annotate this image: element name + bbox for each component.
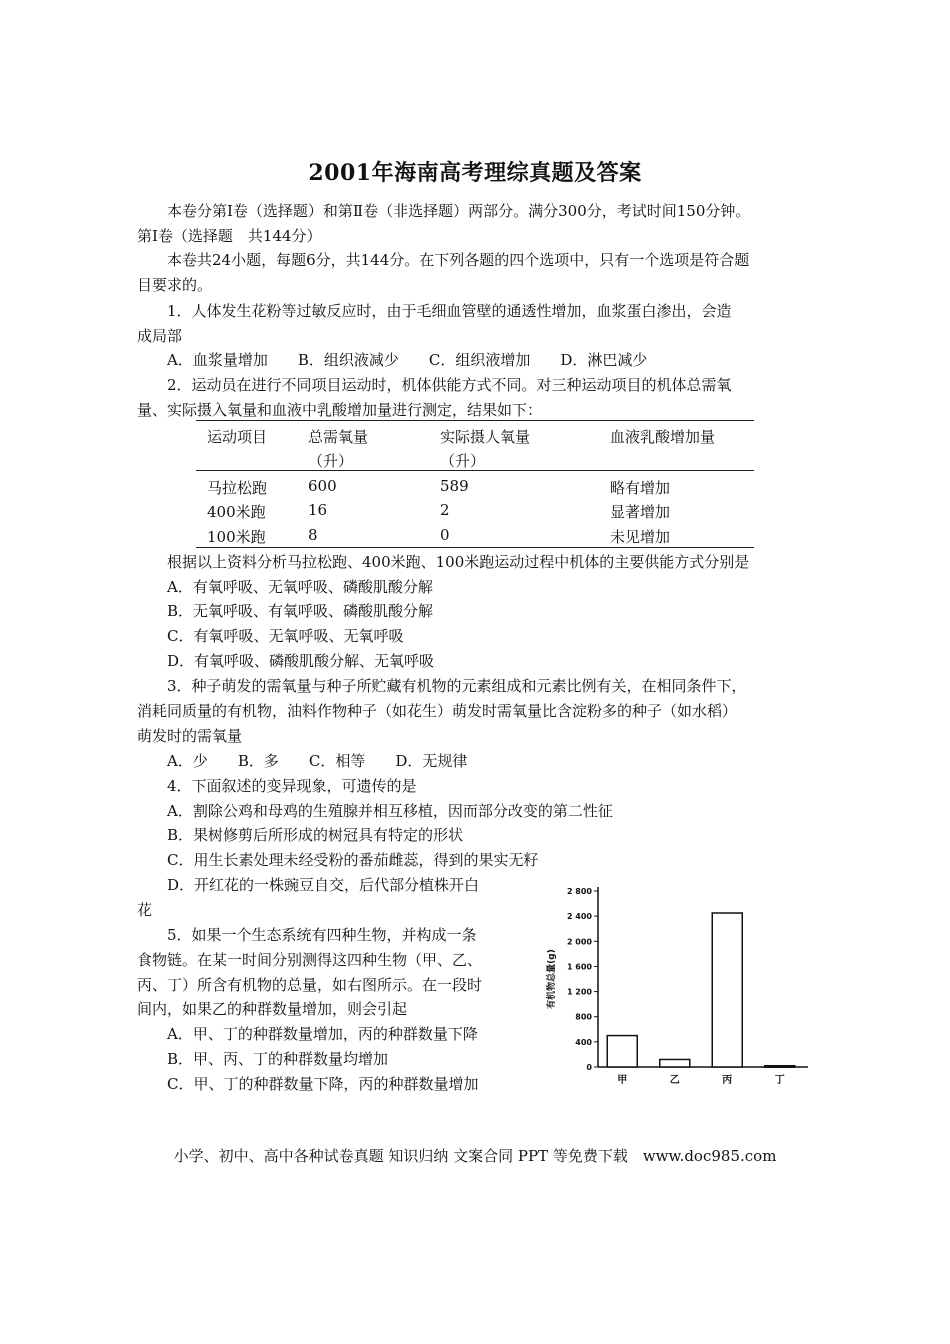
x-tick-label: 甲 <box>617 1075 628 1086</box>
q5-stem-b: 食物链。在某一时间分别测得这四种生物（甲、乙、 <box>137 951 483 969</box>
table-cell: 未见增加 <box>610 528 671 546</box>
q4-stem: 4．下面叙述的变异现象，可遗传的是 <box>167 777 417 795</box>
q4-option-b: B．果树修剪后所形成的树冠具有特定的形状 <box>167 826 464 844</box>
table-header-unit-total: （升） <box>308 452 354 470</box>
q5-stem-c: 丙、丁）所含有机物的总量，如右图所示。在一段时 <box>137 976 483 994</box>
y-tick-label: 1 600 <box>566 962 592 972</box>
q5-option-a: A．甲、丁的种群数量增加，丙的种群数量下降 <box>167 1025 478 1043</box>
y-axis-label: 有机物总量(g) <box>547 949 557 1009</box>
q5-stem-d: 间内，如果乙的种群数量增加，则会引起 <box>137 1000 408 1018</box>
q4-option-c: C．用生长素处理未经受粉的番茄雌蕊，得到的果实无籽 <box>167 851 539 869</box>
page-footer: 小学、初中、高中各种试卷真题 知识归纳 文案合同 PPT 等免费下载 www.doc985.com <box>173 1147 777 1165</box>
q3-stem-c: 萌发时的需氧量 <box>137 727 243 745</box>
q3-options: A．少 B．多 C．相等 D．无规律 <box>167 752 468 770</box>
intro-line-2a: 本卷共24小题，每题6分，共144分。在下列各题的四个选项中，只有一个选项是符合题 <box>167 251 750 269</box>
q5-option-b: B．甲、丙、丁的种群数量均增加 <box>167 1050 389 1068</box>
table-cell: 0 <box>440 526 450 544</box>
q2-option-b: B．无氧呼吸、有氧呼吸、磷酸肌酸分解 <box>167 602 434 620</box>
table-header-lactic-acid: 血液乳酸增加量 <box>610 428 716 446</box>
q3-stem-b: 消耗同质量的有机物，油料作物种子（如花生）萌发时需氧量比含淀粉多的种子（如水稻） <box>137 702 738 720</box>
table-cell: 8 <box>308 526 318 544</box>
q2-option-c: C．有氧呼吸、无氧呼吸、无氧呼吸 <box>167 627 404 645</box>
y-tick-label: 2 000 <box>566 937 592 947</box>
intro-line-1: 本卷分第Ⅰ卷（选择题）和第Ⅱ卷（非选择题）两部分。满分300分，考试时间150分钟。 <box>167 202 751 220</box>
table-cell: 显著增加 <box>610 503 671 521</box>
table-cell: 2 <box>440 501 450 519</box>
table-header-project: 运动项目 <box>207 428 268 446</box>
q2-stem-b: 量、实际摄入氧量和血液中乳酸增加量进行测定，结果如下： <box>137 401 543 419</box>
intro-line-2b: 目要求的。 <box>137 276 213 294</box>
y-tick-label: 2 800 <box>566 887 592 896</box>
table-cell: 略有增加 <box>610 479 671 497</box>
table-cell: 马拉松跑 <box>207 479 268 497</box>
y-tick-label: 400 <box>575 1037 592 1047</box>
y-tick-label: 1 200 <box>566 987 592 997</box>
q2-stem-a: 2．运动员在进行不同项目运动时，机体供能方式不同。对三种运动项目的机体总需氧 <box>167 376 732 394</box>
q1-stem-b: 成局部 <box>137 327 183 345</box>
x-tick-label: 乙 <box>669 1075 680 1086</box>
organic-matter-bar-chart <box>540 880 820 1095</box>
x-tick-label: 丁 <box>774 1075 785 1086</box>
bar <box>765 1066 795 1068</box>
table-cell: 600 <box>308 477 337 495</box>
q4-option-d: D．开红花的一株豌豆自交，后代部分植株开白 <box>167 876 480 894</box>
q2-option-a: A．有氧呼吸、无氧呼吸、磷酸肌酸分解 <box>167 578 433 596</box>
table-header-actual-oxygen: 实际摄人氧量 <box>440 428 531 446</box>
q1-stem-a: 1．人体发生花粉等过敏反应时，由于毛细血管壁的通透性增加，血浆蛋白渗出，会造 <box>167 302 732 320</box>
q4-option-a: A．割除公鸡和母鸡的生殖腺并相互移植，因而部分改变的第二性征 <box>167 802 613 820</box>
table-cell: 400米跑 <box>207 503 266 521</box>
table-cell: 589 <box>440 477 469 495</box>
q2-option-d: D．有氧呼吸、磷酸肌酸分解、无氧呼吸 <box>167 652 435 670</box>
bar <box>660 1059 690 1067</box>
x-tick-label: 丙 <box>722 1075 733 1086</box>
q5-option-c: C．甲、丁的种群数量下降，丙的种群数量增加 <box>167 1075 479 1093</box>
y-tick-label: 800 <box>575 1012 592 1022</box>
table-cell: 16 <box>308 501 328 519</box>
q1-options: A．血浆量增加 B．组织液减少 C．组织液增加 D．淋巴减少 <box>167 351 648 369</box>
q4-option-d-cont: 花 <box>137 901 153 919</box>
table-cell: 100米跑 <box>207 528 266 546</box>
page-title: 2001年海南高考理综真题及答案 <box>308 160 642 186</box>
q3-stem-a: 3．种子萌发的需氧量与种子所贮藏有机物的元素组成和元素比例有关，在相同条件下， <box>167 677 747 695</box>
section-heading: 第Ⅰ卷（选择题 共144分） <box>137 227 322 245</box>
q5-stem-a: 5．如果一个生态系统有四种生物，并构成一条 <box>167 926 477 944</box>
table-header-rule <box>196 470 754 471</box>
y-tick-label: 0 <box>586 1063 592 1072</box>
bar <box>712 913 742 1067</box>
table-top-rule <box>196 420 754 421</box>
table-header-unit-actual: （升） <box>440 452 486 470</box>
table-header-total-oxygen: 总需氧量 <box>308 428 369 446</box>
bar <box>607 1036 637 1067</box>
table-bottom-rule <box>196 547 754 548</box>
y-tick-label: 2 400 <box>566 912 592 922</box>
q2-question: 根据以上资料分析马拉松跑、400米跑、100米跑运动过程中机体的主要供能方式分别是 <box>167 553 750 571</box>
